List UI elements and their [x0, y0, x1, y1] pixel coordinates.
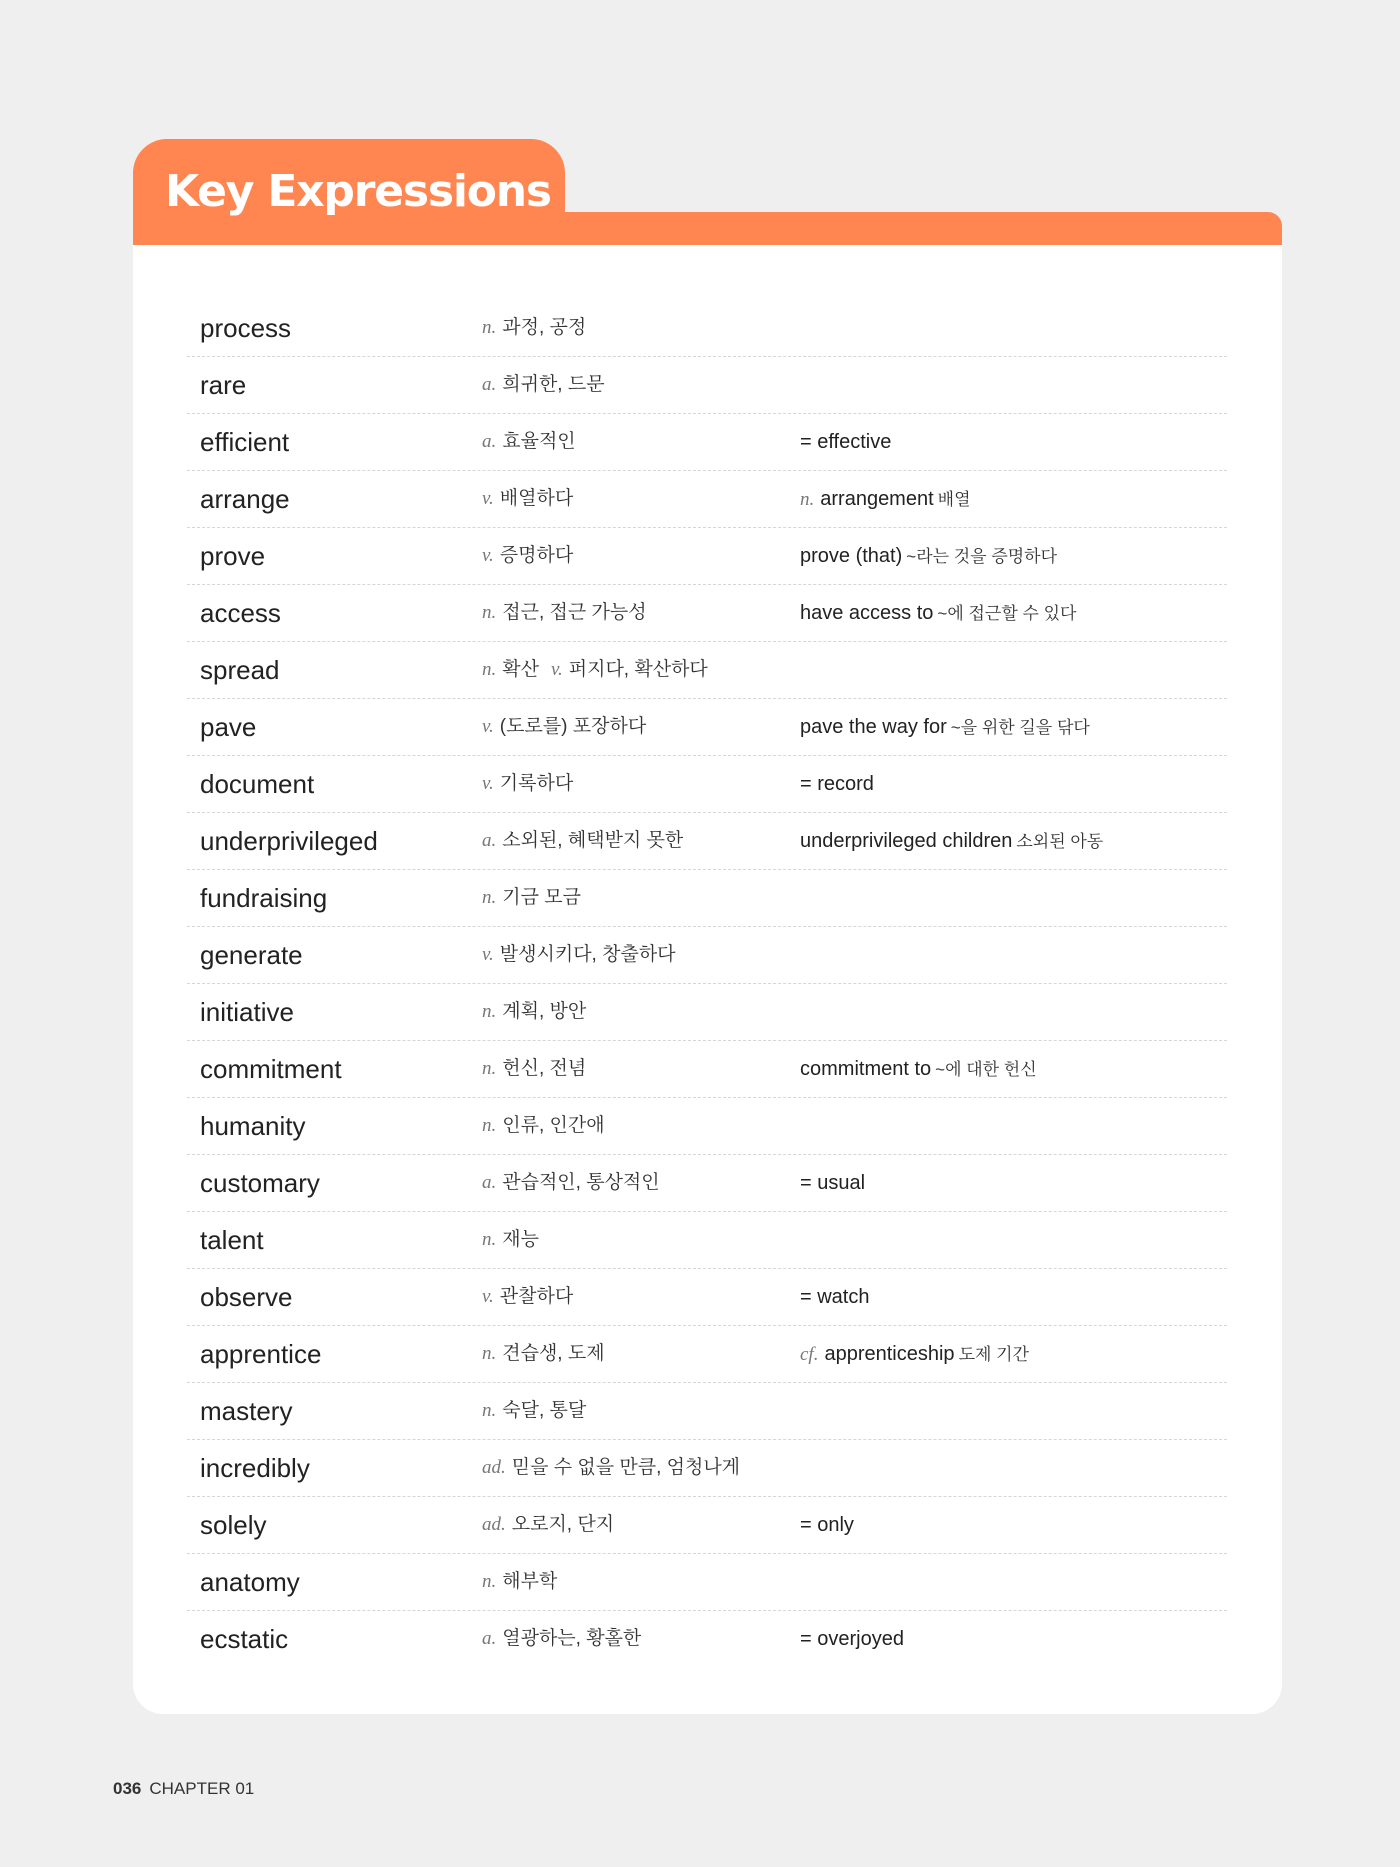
entry-row	[187, 528, 1227, 585]
note-text: = watch	[800, 1286, 870, 1308]
entry-row	[187, 585, 1227, 642]
note-text: prove (that)	[800, 545, 903, 567]
entry-row	[187, 1041, 1227, 1098]
entry-word: arrange	[200, 484, 290, 514]
entry-note	[800, 429, 891, 455]
part-of-speech: n.	[482, 659, 497, 680]
entry-meaning	[482, 1341, 605, 1367]
meaning-text: 헌신, 전념	[502, 1058, 587, 1079]
part-of-speech: a.	[482, 374, 497, 395]
meaning-text-secondary: 퍼지다, 확산하다	[568, 659, 708, 680]
entry-note	[800, 1512, 854, 1538]
meaning-text: 계획, 방안	[502, 1001, 587, 1022]
entry-row	[187, 699, 1227, 756]
entry-word: anatomy	[200, 1567, 300, 1597]
entry-word: process	[200, 313, 292, 343]
note-text: = only	[800, 1514, 854, 1536]
entry-row	[187, 984, 1227, 1041]
page-footer	[113, 1779, 254, 1799]
entry-note	[800, 600, 1076, 627]
entry-meaning	[482, 1284, 573, 1310]
part-of-speech: v.	[482, 488, 494, 509]
entry-meaning	[482, 486, 573, 512]
entry-meaning	[482, 771, 573, 797]
part-of-speech: n.	[482, 1058, 497, 1079]
entry-meaning	[482, 543, 573, 569]
meaning-text: 재능	[502, 1229, 539, 1250]
entry-note	[800, 1056, 1037, 1083]
part-of-speech: a.	[482, 830, 497, 851]
note-text: = overjoyed	[800, 1628, 904, 1650]
part-of-speech: n.	[482, 317, 497, 338]
part-of-speech: n.	[482, 1571, 497, 1592]
entry-note	[800, 1626, 904, 1652]
meaning-text: 관찰하다	[499, 1286, 574, 1307]
meaning-text: 기록하다	[499, 773, 574, 794]
meaning-text: 확산	[502, 659, 539, 680]
part-of-speech: n.	[482, 1115, 497, 1136]
entry-meaning	[482, 828, 683, 854]
note-translation: 도제 기간	[958, 1345, 1029, 1364]
entry-meaning	[482, 1512, 614, 1538]
entry-word: generate	[200, 940, 303, 970]
meaning-text: 오로지, 단지	[511, 1514, 615, 1535]
entry-word: spread	[200, 655, 280, 685]
note-text: = effective	[800, 431, 892, 453]
page-number: 036	[113, 1779, 142, 1798]
entry-row	[187, 1440, 1227, 1497]
meaning-text: 접근, 접근 가능성	[502, 602, 647, 623]
meaning-text: 숙달, 통달	[502, 1400, 587, 1421]
entry-meaning	[482, 315, 586, 341]
part-of-speech: n.	[482, 1229, 497, 1250]
note-translation: 배열	[937, 490, 971, 509]
entry-row	[187, 1383, 1227, 1440]
part-of-speech: a.	[482, 1172, 497, 1193]
part-of-speech: v.	[482, 716, 494, 737]
entry-note	[800, 1341, 1029, 1368]
entry-meaning	[482, 1569, 557, 1595]
entry-word: solely	[200, 1510, 267, 1540]
entry-word: talent	[200, 1225, 264, 1255]
entry-row	[187, 642, 1227, 699]
entry-word: ecstatic	[200, 1624, 289, 1654]
entry-word: document	[200, 769, 315, 799]
part-of-speech: n.	[482, 602, 497, 623]
note-translation: ~을 위한 길을 닦다	[950, 718, 1090, 737]
note-part-of-speech: cf.	[800, 1344, 819, 1365]
entry-note	[800, 1284, 869, 1310]
meaning-text: 배열하다	[499, 488, 574, 509]
note-text: underprivileged children	[800, 830, 1013, 852]
page-title: Key Expressions	[165, 166, 551, 217]
part-of-speech: ad.	[482, 1514, 506, 1535]
entry-note	[800, 1170, 865, 1196]
entry-row	[187, 1326, 1227, 1383]
entry-word: pave	[200, 712, 257, 742]
part-of-speech: v.	[482, 1286, 494, 1307]
entry-meaning	[482, 714, 646, 740]
note-translation: ~에 대한 헌신	[935, 1060, 1037, 1079]
entry-note	[800, 714, 1090, 741]
entry-word: prove	[200, 541, 266, 571]
meaning-text: 효율적인	[502, 431, 576, 452]
meaning-text: 해부학	[502, 1571, 558, 1592]
entry-row	[187, 414, 1227, 471]
meaning-text: 희귀한, 드문	[502, 374, 605, 395]
meaning-text: 관습적인, 통상적인	[502, 1172, 660, 1193]
entry-row	[187, 813, 1227, 870]
entry-row	[187, 357, 1227, 414]
note-translation: 소외된 아동	[1016, 832, 1104, 851]
entry-word: access	[200, 598, 281, 628]
meaning-text: 믿을 수 없을 만큼, 엄청나게	[511, 1457, 741, 1478]
meaning-text: 소외된, 혜택받지 못한	[502, 830, 684, 851]
entry-meaning	[482, 885, 581, 911]
entry-word: efficient	[200, 427, 290, 457]
note-translation: ~라는 것을 증명하다	[906, 547, 1058, 566]
expressions-table	[187, 300, 1227, 1667]
entry-word: fundraising	[200, 883, 328, 913]
note-part-of-speech: n.	[800, 489, 815, 510]
entry-word: apprentice	[200, 1339, 322, 1369]
part-of-speech: n.	[482, 1001, 497, 1022]
entry-meaning	[482, 1455, 740, 1481]
part-of-speech: a.	[482, 1628, 497, 1649]
note-text: have access to	[800, 602, 934, 624]
entry-note	[800, 828, 1103, 855]
entry-row	[187, 756, 1227, 813]
entry-note	[800, 771, 874, 797]
entry-word: initiative	[200, 997, 294, 1027]
note-text: pave the way for	[800, 716, 947, 738]
part-of-speech: n.	[482, 1343, 497, 1364]
meaning-text: 견습생, 도제	[502, 1343, 605, 1364]
entry-word: humanity	[200, 1111, 306, 1141]
entry-word: observe	[200, 1282, 293, 1312]
entry-row	[187, 1269, 1227, 1326]
entry-note	[800, 486, 971, 513]
entry-meaning	[482, 372, 605, 398]
note-text: commitment to	[800, 1058, 932, 1080]
entry-word: customary	[200, 1168, 320, 1198]
entry-meaning	[482, 1227, 539, 1253]
entry-row	[187, 300, 1227, 357]
part-of-speech: n.	[482, 887, 497, 908]
entry-row	[187, 471, 1227, 528]
entry-row	[187, 1098, 1227, 1155]
meaning-text: 인류, 인간애	[502, 1115, 605, 1136]
entry-row	[187, 1155, 1227, 1212]
entry-row	[187, 1611, 1227, 1667]
entry-meaning	[482, 429, 576, 455]
part-of-speech: v.	[482, 944, 494, 965]
entry-row	[187, 1554, 1227, 1611]
entry-meaning	[482, 1398, 586, 1424]
meaning-text: 증명하다	[499, 545, 574, 566]
entry-word: rare	[200, 370, 247, 400]
note-text: apprenticeship	[824, 1343, 955, 1365]
meaning-text: 기금 모금	[502, 887, 581, 908]
entry-meaning	[482, 999, 586, 1025]
meaning-text: 발생시키다, 창출하다	[499, 944, 676, 965]
meaning-text: (도로를) 포장하다	[499, 716, 647, 737]
entry-word: incredibly	[200, 1453, 310, 1483]
entry-row	[187, 1212, 1227, 1269]
entry-meaning	[482, 1170, 660, 1196]
part-of-speech: n.	[482, 1400, 497, 1421]
entry-word: mastery	[200, 1396, 293, 1426]
chapter-label: CHAPTER 01	[149, 1779, 255, 1798]
entry-meaning	[482, 657, 708, 683]
entry-meaning	[482, 1626, 641, 1652]
note-text: arrangement	[820, 488, 934, 510]
meaning-text: 열광하는, 황홀한	[502, 1628, 642, 1649]
entry-meaning	[482, 1056, 586, 1082]
note-translation: ~에 접근할 수 있다	[937, 604, 1077, 623]
entry-row	[187, 1497, 1227, 1554]
entry-row	[187, 870, 1227, 927]
note-text: = usual	[800, 1172, 866, 1194]
entry-word: commitment	[200, 1054, 342, 1084]
entry-word: underprivileged	[200, 826, 378, 856]
entry-meaning	[482, 600, 647, 626]
entry-meaning	[482, 942, 676, 968]
note-text: = record	[800, 773, 874, 795]
entry-meaning	[482, 1113, 605, 1139]
entry-note	[800, 543, 1057, 570]
part-of-speech-secondary: v.	[550, 659, 563, 680]
meaning-text: 과정, 공정	[502, 317, 587, 338]
part-of-speech: a.	[482, 431, 497, 452]
entry-row	[187, 927, 1227, 984]
part-of-speech: ad.	[482, 1457, 506, 1478]
part-of-speech: v.	[482, 545, 494, 566]
part-of-speech: v.	[482, 773, 494, 794]
